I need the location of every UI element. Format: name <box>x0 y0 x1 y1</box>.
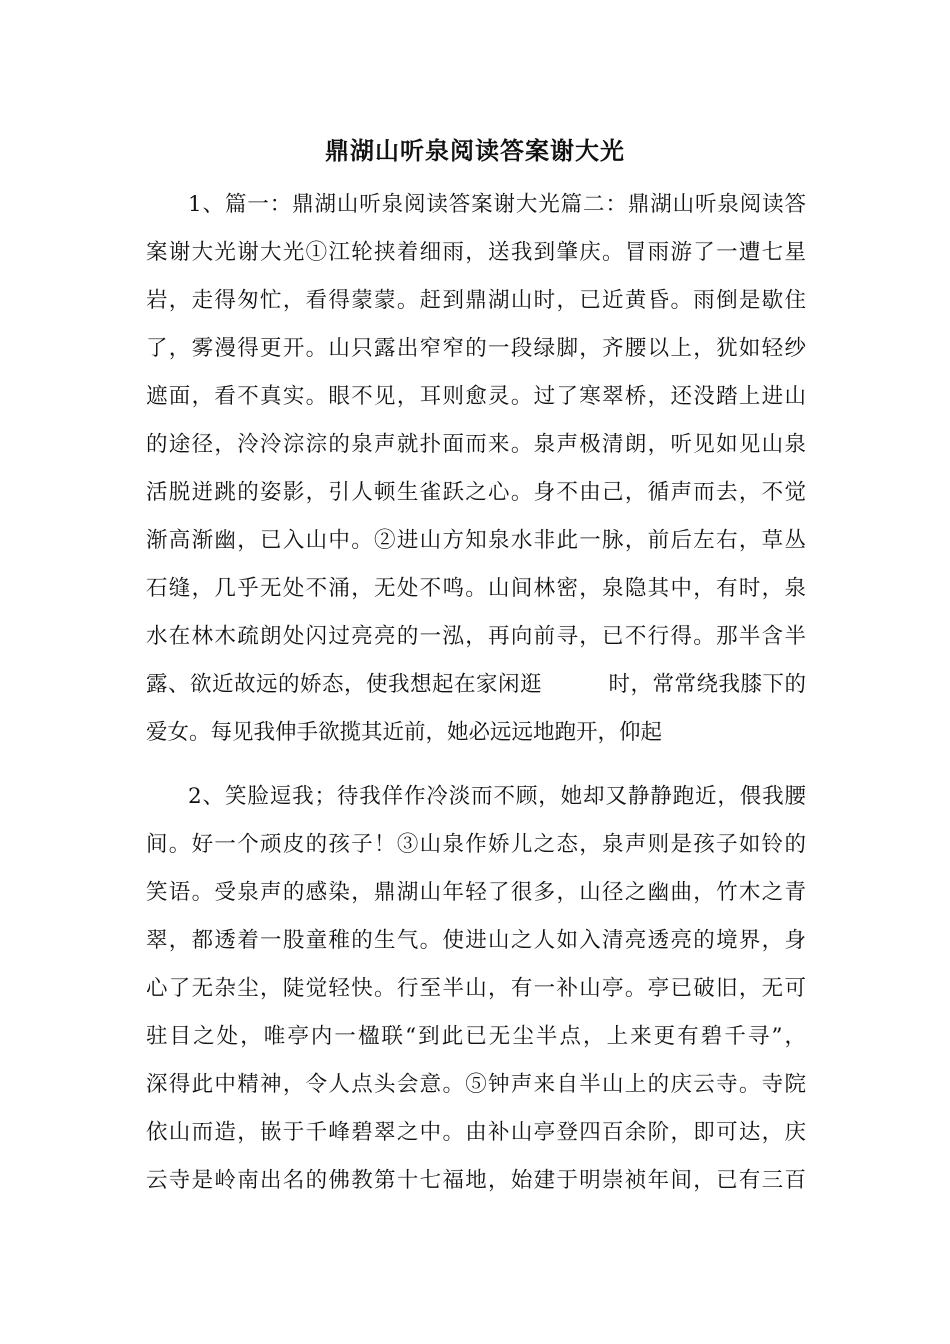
paragraph-line: 心了无杂尘，陡觉轻快。行至半山，有一补山亭。亭已破旧，无可 <box>146 976 806 1001</box>
paragraph-line-part: 时，常常绕我膝下的 <box>607 672 806 697</box>
paragraph-line: 岩，走得匆忙，看得蒙蒙。赶到鼎湖山时，已近黄昏。雨倒是歇住 <box>146 288 806 313</box>
paragraph-line: 遮面，看不真实。眼不见，耳则愈灵。过了寒翠桥，还没踏上进山 <box>146 384 806 409</box>
paragraph-line: 云寺是岭南出名的佛教第十七福地，始建于明崇祯年间，已有三百 <box>146 1168 806 1193</box>
paragraph-line: 活脱迸跳的姿影，引人顿生雀跃之心。身不由己，循声而去，不觉 <box>146 480 806 505</box>
paragraph-line: 石缝，几乎无处不涌，无处不鸣。山间林密，泉隐其中，有时，泉 <box>146 576 806 601</box>
paragraph-line: 深得此中精神，令人点头会意。⑤钟声来自半山上的庆云寺。寺院 <box>146 1072 806 1097</box>
paragraph-line: 驻目之处，唯亭内一楹联“到此已无尘半点，上来更有碧千寻”， <box>146 1024 806 1049</box>
paragraph-line: 1、篇一：鼎湖山听泉阅读答案谢大光篇二：鼎湖山听泉阅读答 <box>188 192 806 217</box>
paragraph-line: 2、笑脸逗我；待我佯作冷淡而不顾，她却又静静跑近，偎我腰 <box>188 784 806 809</box>
paragraph-line: 依山而造，嵌于千峰碧翠之中。由补山亭登四百余阶，即可达，庆 <box>146 1120 806 1145</box>
paragraph-line: 的途径，泠泠淙淙的泉声就扑面而来。泉声极清朗，听见如见山泉 <box>146 432 806 457</box>
paragraph-line: 案谢大光谢大光①江轮挟着细雨，送我到肇庆。冒雨游了一遭七星 <box>146 240 806 265</box>
paragraph-line: 间。好一个顽皮的孩子！③山泉作娇儿之态，泉声则是孩子如铃的 <box>146 832 806 857</box>
paragraph-line: 爱女。每见我伸手欲揽其近前，她必远远地跑开，仰起 <box>146 720 663 745</box>
paragraph-line: 水在林木疏朗处闪过亮亮的一泓，再向前寻，已不行得。那半含半 <box>146 624 806 649</box>
paragraph-line: 渐高渐幽，已入山中。②进山方知泉水非此一脉，前后左右，草丛 <box>146 528 806 553</box>
paragraph-line: 翠，都透着一股童稚的生气。使进山之人如入清亮透亮的境界，身 <box>146 928 806 953</box>
paragraph-line: 笑语。受泉声的感染，鼎湖山年轻了很多，山径之幽曲，竹木之青 <box>146 880 806 905</box>
paragraph-line: 了，雾漫得更开。山只露出窄窄的一段绿脚，齐腰以上，犹如轻纱 <box>146 336 806 361</box>
document-title: 鼎湖山听泉阅读答案谢大光 <box>325 136 625 165</box>
paragraph-line-part: 露、欲近故远的娇态，使我想起在家闲逛 <box>146 672 542 697</box>
paragraph-line <box>146 665 806 705</box>
